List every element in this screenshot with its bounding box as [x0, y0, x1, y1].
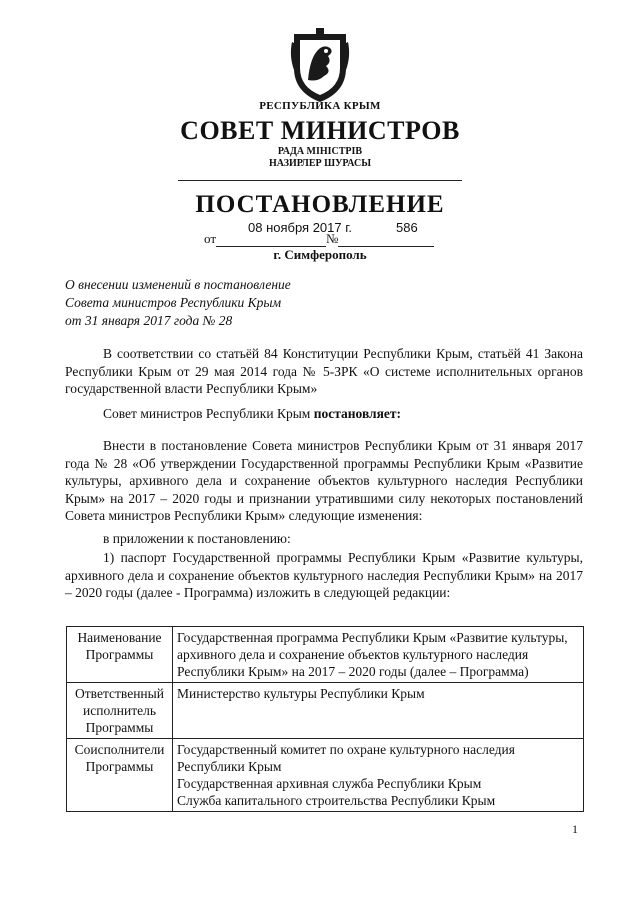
- date-underline: [216, 234, 326, 247]
- row-value: [173, 739, 584, 812]
- legal-basis-paragraph: В соответствии со статьёй 84 Конституции Республики Крым, статьёй 41 Закона Республики Крым от 29 мая 2014 года № 5-ЗРК «О системе исполнительных органов государственной власти Республики Крым»: [65, 346, 583, 396]
- table-row: [67, 739, 584, 812]
- number-underline: [338, 234, 434, 247]
- resolution-paragraph: [65, 405, 583, 423]
- passport-paragraph: 1) паспорт Государственной программы Республики Крым «Развитие культуры, архивного дела и сохранение объектов культурного наследия Республики Крым» на 2017 – 2020 годы (далее - Программа) изложить в следующей редакции:: [65, 550, 583, 600]
- resolution-text: Совет министров Республики Крым: [103, 406, 314, 421]
- council-name-crimean-tatar: НАЗИРЛЕР ШУРАСЫ: [268, 158, 372, 169]
- decree-date: 08 ноября 2017 г.: [248, 220, 352, 235]
- header-divider: [178, 180, 462, 181]
- from-label: от: [204, 231, 217, 246]
- decree-subject: [65, 276, 291, 330]
- amendment-paragraph: Внести в постановление Совета министров Республики Крым от 31 января 2017 года № 28 «Об утверждении Государственной программы Республики Крым «Развитие культуры, архивного дела и сохранение объектов культурного наследия Республики Крым» на 2017 – 2020 годы и признании утратившими силу некоторых постановлений Совета министров Республики Крым» следующие изменения:: [65, 438, 583, 523]
- row-label: Наименование Программы: [67, 627, 173, 683]
- decree-number: 586: [396, 220, 418, 235]
- table-row: [67, 683, 584, 739]
- subject-line: О внесении изменений в постановление: [65, 277, 291, 292]
- row-label: Ответственный исполнитель Программы: [67, 683, 173, 739]
- resolves-word: постановляет:: [313, 406, 402, 421]
- row-label: Соисполнители Программы: [67, 739, 173, 812]
- council-name-ukrainian: РАДА МІНІСТРІВ: [277, 146, 363, 157]
- co-executor: Государственный комитет по охране культурного наследия Республики Крым: [177, 742, 515, 774]
- annex-paragraph: в приложении к постановлению:: [103, 531, 291, 546]
- city: г. Симферополь: [273, 247, 367, 262]
- row-value: Государственная программа Республики Крым «Развитие культуры, архивного дела и сохранение объектов культурного наследия Республики Крым» на 2017 – 2020 годы (далее – Программа): [173, 627, 584, 683]
- co-executor: Служба капитального строительства Республики Крым: [177, 793, 496, 808]
- council-name: СОВЕТ МИНИСТРОВ: [180, 116, 460, 145]
- page-number: 1: [572, 822, 578, 836]
- republic-name: РЕСПУБЛИКА КРЫМ: [259, 100, 381, 112]
- program-passport-table: [66, 626, 584, 812]
- co-executor: Государственная архивная служба Республики Крым: [177, 776, 482, 791]
- coat-of-arms-emblem: [288, 28, 352, 104]
- row-value: Министерство культуры Республики Крым: [173, 683, 584, 739]
- table-row: [67, 627, 584, 683]
- subject-line: Совета министров Республики Крым: [65, 295, 282, 310]
- subject-line: от 31 января 2017 года № 28: [65, 313, 233, 328]
- number-label: №: [326, 231, 339, 246]
- document-type-title: ПОСТАНОВЛЕНИЕ: [195, 191, 445, 218]
